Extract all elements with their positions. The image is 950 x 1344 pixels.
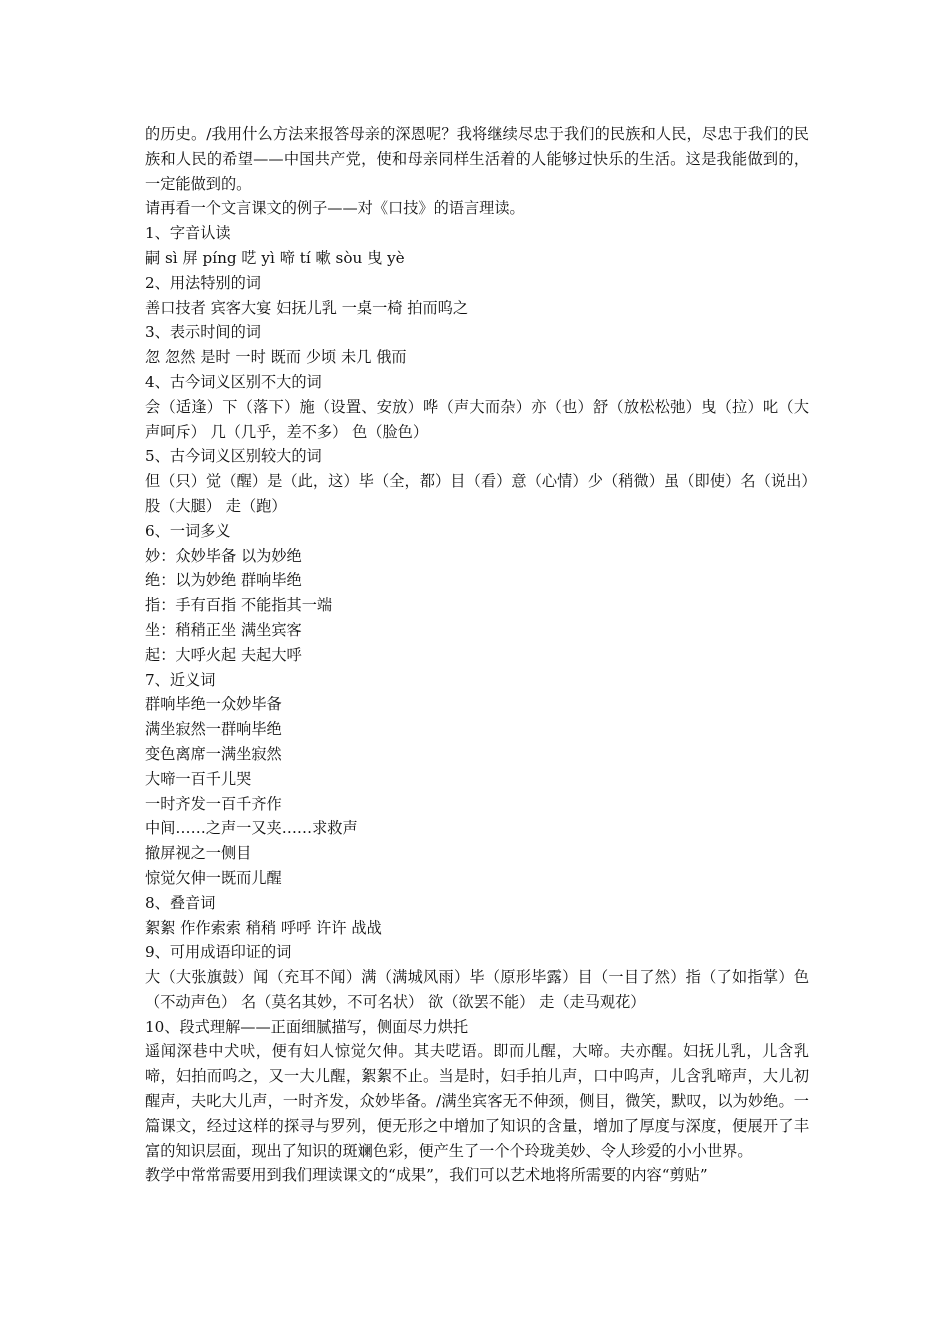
polysemy-item: 妙：众妙毕备 以为妙绝 <box>145 546 302 565</box>
section-heading-time-words: 3、表示时间的词 <box>145 323 261 342</box>
section-heading-synonyms: 7、近义词 <box>145 670 216 689</box>
section-heading-idioms: 9、可用成语印证的词 <box>145 943 292 962</box>
paragraph-history-closing: 的历史。/我用什么方法来报答母亲的深恩呢？我将继续尽忠于我们的民族和人民，尽忠于我们的民族和人民的希望——中国共产党，使和母亲同样生活着的人能够过快乐的生活。这是我能做到的，一定能做到的。 <box>145 125 809 193</box>
section-heading-reduplication: 8、叠音词 <box>145 893 216 912</box>
reduplication-list: 絮絮 作作索索 稍稍 呼呼 许许 战战 <box>145 918 382 937</box>
synonym-item: 群响毕绝一众妙毕备 <box>145 695 282 714</box>
pronunciation-list: 嗣 sì 屏 píng 呓 yì 啼 tí 嗽 sòu 曳 yè <box>145 248 405 267</box>
synonym-item: 大啼一百千儿哭 <box>145 769 252 788</box>
special-usage-list: 善口技者 宾客大宴 妇抚儿乳 一桌一椅 拍而呜之 <box>145 298 469 317</box>
paragraph-kouji-intro: 请再看一个文言课文的例子——对《口技》的语言理读。 <box>145 199 525 218</box>
synonym-item: 满坐寂然一群响毕绝 <box>145 720 282 739</box>
section-heading-similar-meaning: 4、古今词义区别不大的词 <box>145 372 322 391</box>
synonym-item: 撤屏视之一侧目 <box>145 844 252 863</box>
polysemy-item: 绝：以为妙绝 群响毕绝 <box>145 571 302 590</box>
section-heading-polysemy: 6、一词多义 <box>145 521 231 540</box>
paragraph-teaching-note: 教学中常常需要用到我们理读课文的“成果”，我们可以艺术地将所需要的内容“剪贴” <box>145 1166 708 1185</box>
polysemy-item: 起：大呼火起 夫起大呼 <box>145 645 302 664</box>
polysemy-item: 指：手有百指 不能指其一端 <box>145 596 333 615</box>
time-words-list: 忽 忽然 是时 一时 既而 少顷 未几 俄而 <box>145 348 407 367</box>
section-heading-different-meaning: 5、古今词义区别较大的词 <box>145 447 322 466</box>
synonym-item: 变色离席一满坐寂然 <box>145 744 282 763</box>
section-heading-paragraph-analysis: 10、段式理解——正面细腻描写，侧面尽力烘托 <box>145 1017 469 1036</box>
synonym-item: 惊觉欠伸一既而儿醒 <box>145 868 282 887</box>
section-heading-special-usage: 2、用法特别的词 <box>145 273 261 292</box>
document-body <box>145 122 809 1188</box>
similar-meaning-list: 会（适逢）下（落下）施（设置、安放）哗（声大而杂）亦（也）舒（放松松弛）曳（拉）叱（大声呵斥） 几（几乎，差不多） 色（脸色） <box>145 397 809 441</box>
synonym-item: 一时齐发一百千齐作 <box>145 794 282 813</box>
polysemy-item: 坐：稍稍正坐 满坐宾客 <box>145 620 302 639</box>
synonym-item: 中间……之声一又夹……求救声 <box>145 819 358 838</box>
section-heading-pronunciation: 1、字音认读 <box>145 224 231 243</box>
different-meaning-list: 但（只）觉（醒）是（此，这）毕（全，都）目（看）意（心情）少（稍微）虽（即使）名（说出）股（大腿） 走（跑） <box>145 472 809 515</box>
paragraph-analysis-text: 遥闻深巷中犬吠，便有妇人惊觉欠伸。其夫呓语。即而儿醒，大啼。夫亦醒。妇抚儿乳，儿含乳啼，妇拍而呜之，又一大儿醒，絮絮不止。当是时，妇手拍儿声，口中呜声，儿含乳啼声，大儿初醒声，夫叱大儿声，一时齐发，众妙毕备。/满坐宾客无不伸颈，侧目，微笑，默叹，以为妙绝。一篇课文，经过这样的探寻与罗列，便无形之中增加了知识的含量，增加了厚度与深度，便展开了丰富的知识层面，现出了知识的斑斓色彩，便产生了一个个玲珑美妙、令人珍爱的小小世界。 <box>145 1042 809 1160</box>
idioms-list: 大（大张旗鼓）闻（充耳不闻）满（满城风雨）毕（原形毕露）目（一目了然）指（了如指掌）色（不动声色） 名（莫名其妙，不可名状） 欲（欲罢不能） 走（走马观花） <box>145 968 809 1011</box>
